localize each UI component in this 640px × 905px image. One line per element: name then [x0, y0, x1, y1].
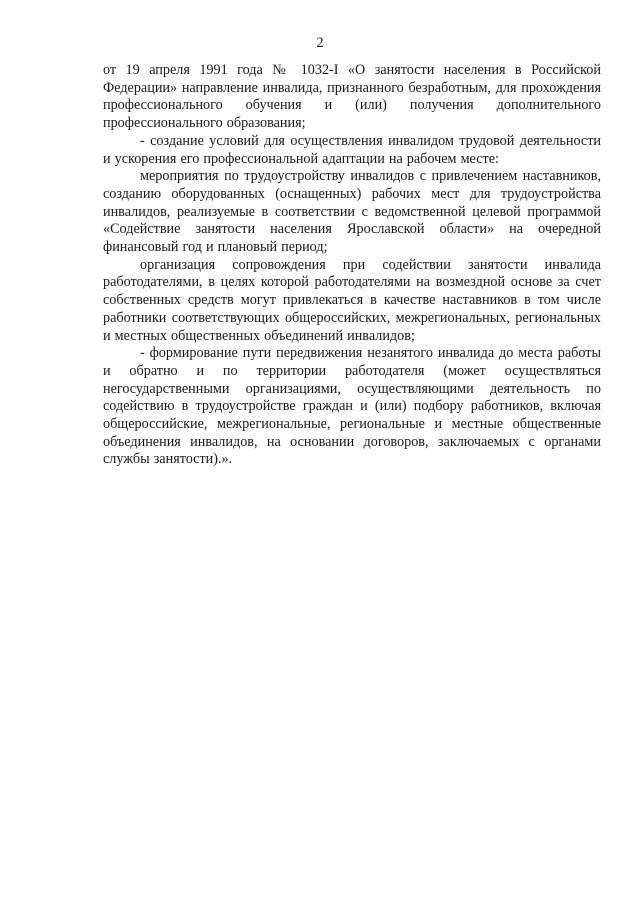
- paragraph-mentoring-measures: мероприятия по трудоустройству инвалидов с привлечением наставников, созданию оборудованных (оснащенных) рабочих мест для трудоустройства инвалидов, реализуемые в соответствии с ведомственной целевой программой «Содействие занятости населения Ярославской области» на очередной финансовый год и плановый период;: [103, 168, 601, 256]
- document-body: [103, 62, 601, 469]
- paragraph-travel-route: - формирование пути передвижения незанятого инвалида до места работы и обратно и по территории работодателя (может осуществляться негосударственными организациями, осуществляющими деятельность по содействию в трудоустройстве граждан и (или) подбору работников, включая общероссийские, межрегиональные, региональные и местные общественные объединения инвалидов, на основании договоров, заключаемых с органами службы занятости).».: [103, 345, 601, 468]
- page-number: 2: [316, 35, 324, 51]
- paragraph-continuation: от 19 апреля 1991 года № 1032-I «О занятости населения в Российской Федерации» направление инвалида, признанного безработным, для прохождения профессионального обучения и (или) получения дополнительного профессионального образования;: [103, 62, 601, 132]
- paragraph-support-organization: организация сопровождения при содействии занятости инвалида работодателями, в целях которой работодателями на возмездной основе за счет собственных средств могут привлекаться в качестве наставников в том числе работники соответствующих общероссийских, межрегиональных, региональных и местных общественных объединений инвалидов;: [103, 256, 601, 344]
- paragraph-working-conditions: - создание условий для осуществления инвалидом трудовой деятельности и ускорения его профессиональной адаптации на рабочем месте:: [103, 132, 601, 167]
